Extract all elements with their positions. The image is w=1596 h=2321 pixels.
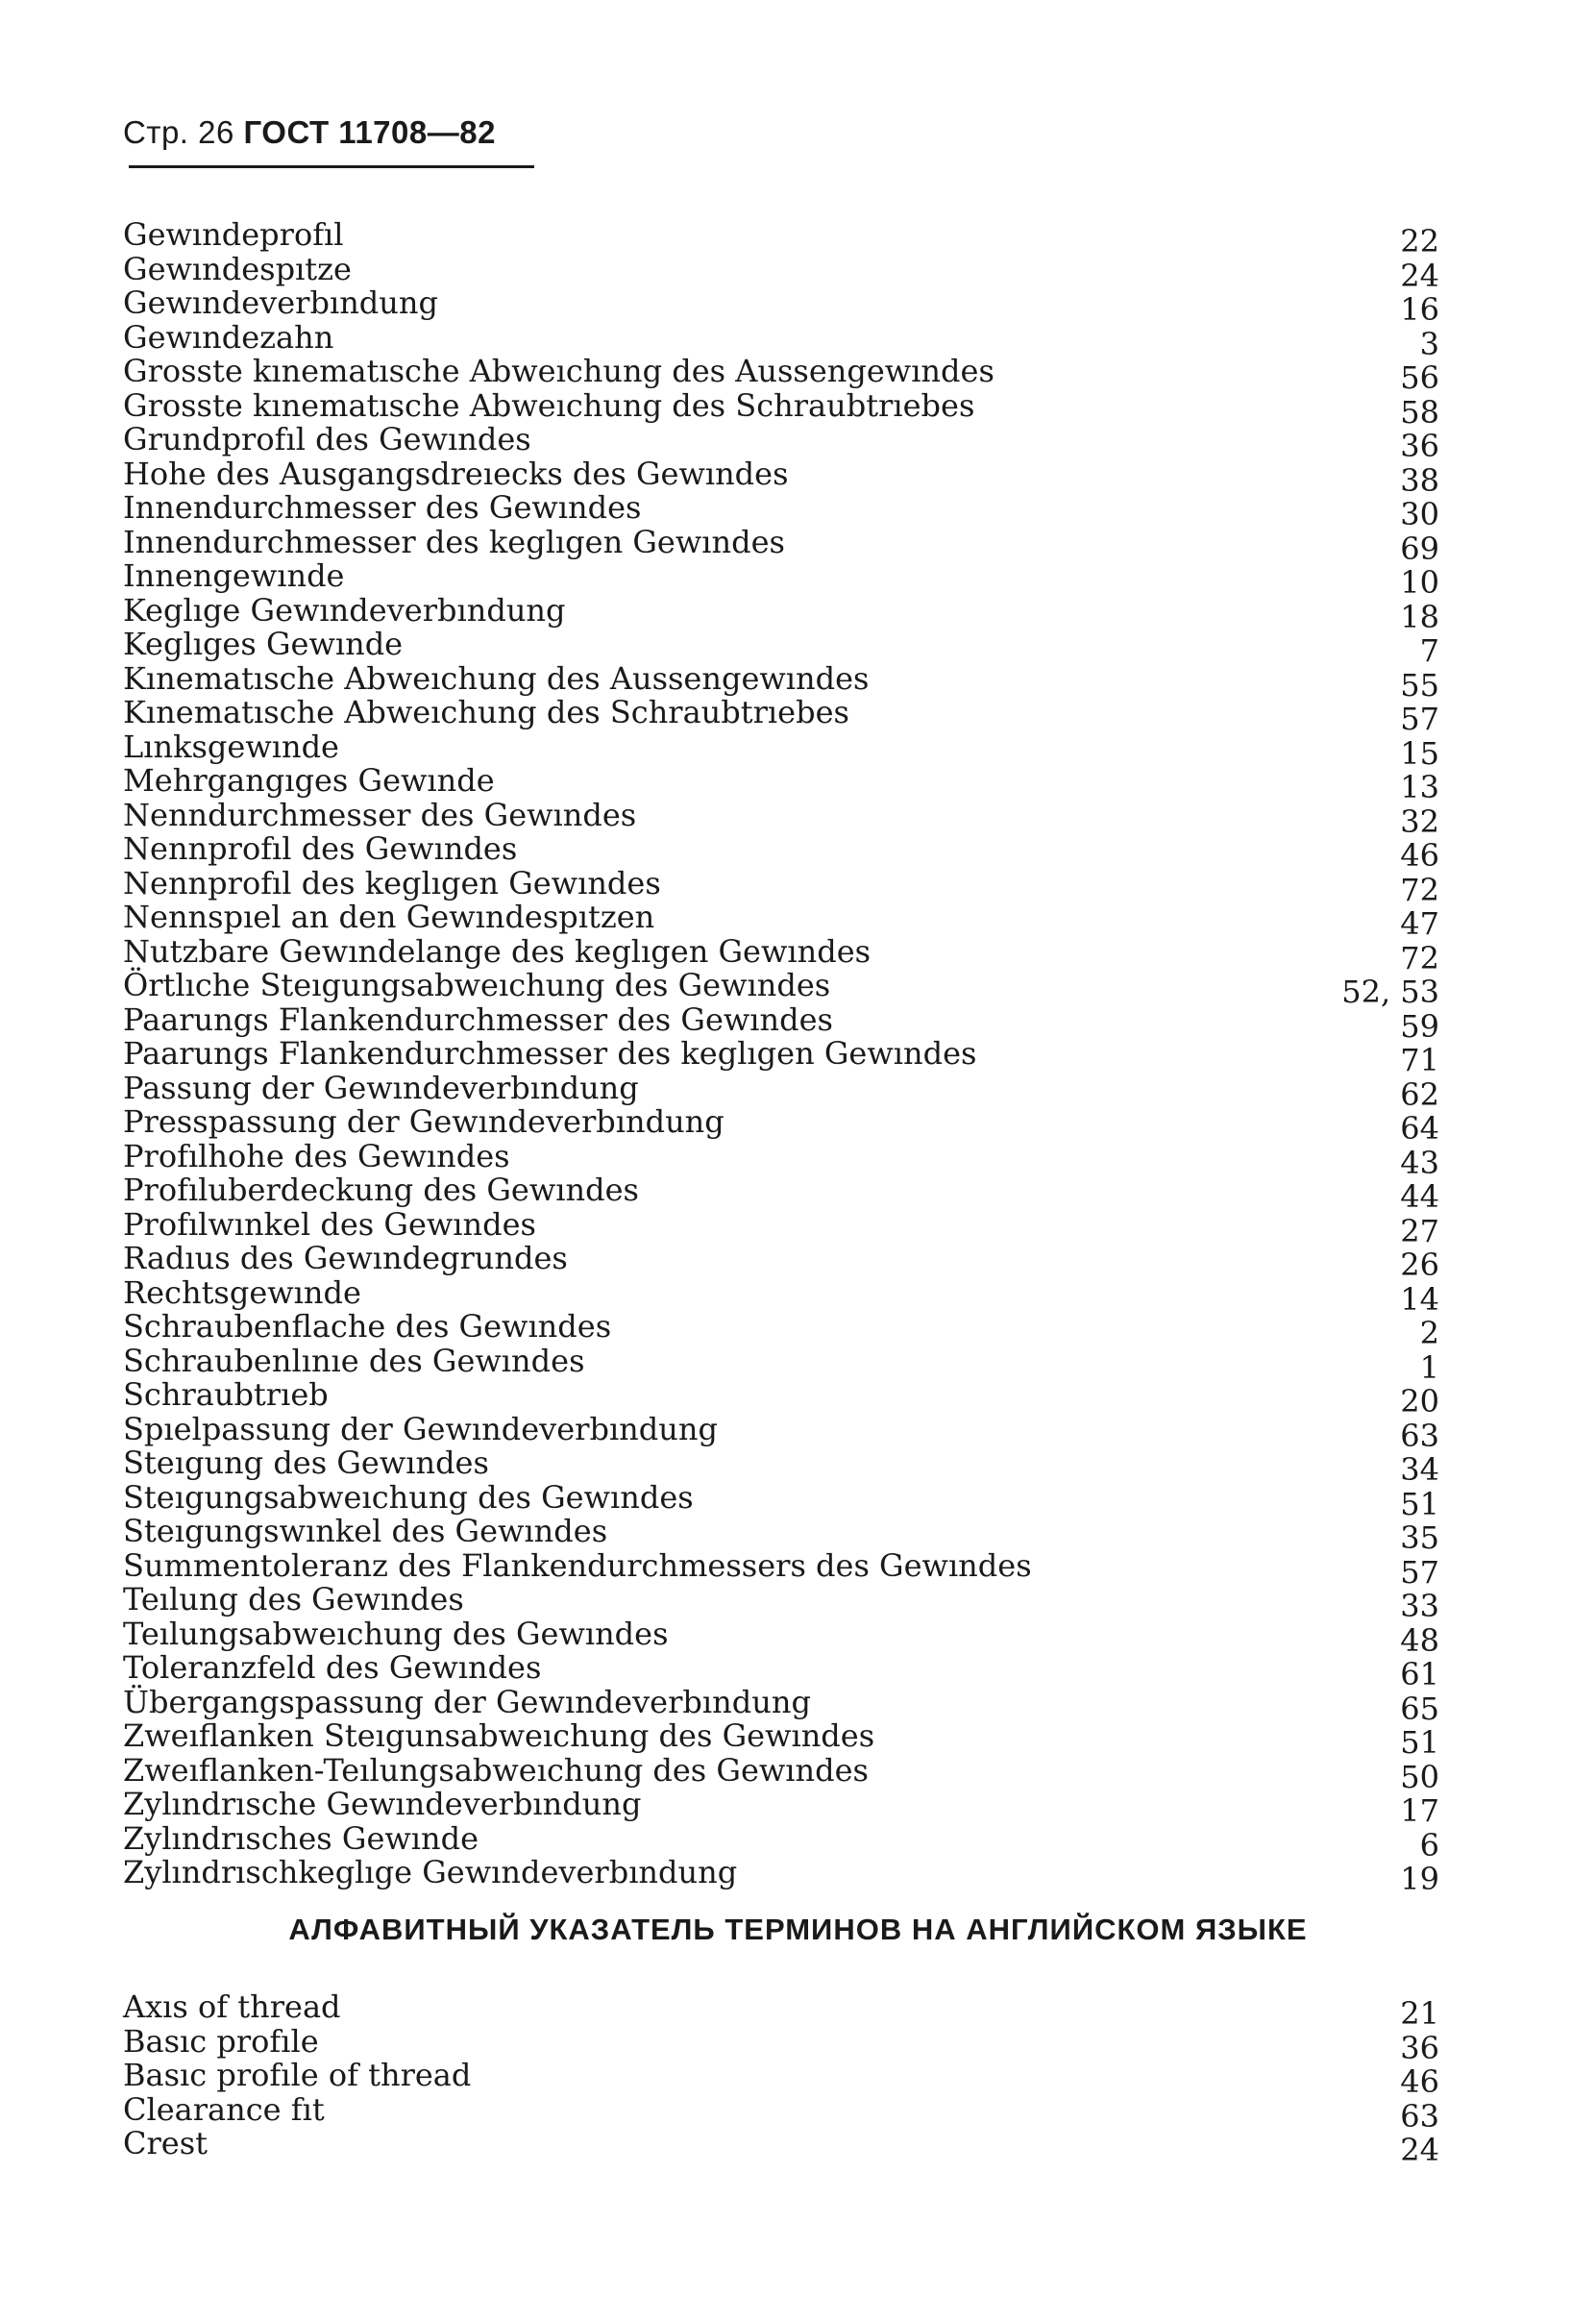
index-term: Nennprofıl des keglıgen Gewındes (123, 864, 661, 901)
index-term: Passung der Gewındeverbındung (123, 1069, 639, 1106)
index-entry (102, 2125, 1439, 2168)
index-reference-number: 19 (1400, 1861, 1439, 1897)
index-entry (102, 2090, 1439, 2135)
index-reference-number: 51 (1400, 1485, 1439, 1522)
index-reference-number: 22 (1400, 223, 1439, 259)
index-entry (102, 2057, 1439, 2100)
index-term: Hohe des Ausgangsdreıecks des Gewındes (123, 455, 789, 492)
index-reference-number: 13 (1400, 769, 1439, 805)
index-entry (102, 1988, 1439, 2032)
index-entry (102, 1444, 1439, 1488)
index-entry (102, 250, 1439, 294)
index-entry (102, 1410, 1439, 1454)
index-reference-number: 56 (1400, 359, 1439, 396)
index-entry (102, 353, 1439, 396)
index-reference-number: 63 (1400, 2097, 1439, 2135)
standard-number: ГОСТ 11708—82 (243, 114, 496, 150)
index-reference-number: 26 (1400, 1247, 1439, 1283)
index-entry (102, 523, 1439, 567)
index-reference-number: 57 (1400, 701, 1439, 737)
index-entry (102, 455, 1439, 499)
index-entry (102, 2022, 1439, 2066)
index-reference-number: 35 (1400, 1519, 1439, 1556)
index-term: Mehrgangıges Gewınde (123, 762, 495, 799)
index-entry (102, 728, 1439, 772)
index-term: Grundprofıl des Gewındes (123, 421, 531, 457)
index-term: Keglıges Gewınde (123, 626, 404, 662)
index-term: Innendurchmesser des Gewındes (123, 489, 642, 526)
index-reference-number: 27 (1400, 1212, 1439, 1249)
index-term: Grosste kınematısche Abweıchung des Schraubtrıebes (123, 386, 975, 424)
index-reference-number: 47 (1400, 905, 1439, 942)
index-term: Spıelpassung der Gewındeverbındung (123, 1410, 718, 1447)
header-rule (129, 165, 534, 168)
index-entry (102, 1240, 1439, 1283)
index-term: Zylındrısches Gewınde (123, 1819, 479, 1857)
index-entry (102, 318, 1439, 362)
index-entry (102, 1273, 1439, 1318)
index-reference-number: 36 (1400, 428, 1439, 464)
index-reference-number: 63 (1400, 1417, 1439, 1454)
index-entry (102, 932, 1439, 976)
index-reference-number: 15 (1400, 734, 1439, 772)
index-entry (102, 1103, 1439, 1147)
index-entry (102, 386, 1439, 431)
index-reference-number: 58 (1400, 393, 1439, 431)
index-term: Radıus des Gewındegrundes (123, 1240, 568, 1276)
index-entry (102, 1069, 1439, 1113)
index-entry (102, 762, 1439, 805)
index-entry (102, 1035, 1439, 1078)
index-entry (102, 864, 1439, 908)
index-term: Schraubenflache des Gewındes (123, 1308, 612, 1345)
index-reference-number: 59 (1400, 1007, 1439, 1045)
index-entry (102, 1308, 1439, 1351)
index-term: Innengewınde (123, 557, 345, 594)
index-reference-number: 64 (1400, 1110, 1439, 1147)
index-term: Teılungsabweıchung des Gewındes (123, 1615, 669, 1652)
index-entry (102, 626, 1439, 669)
index-entry (102, 1786, 1439, 1829)
index-entry (102, 1649, 1439, 1692)
index-entry (102, 796, 1439, 840)
index-term: Profılhohe des Gewındes (123, 1137, 510, 1174)
index-reference-number: 30 (1400, 496, 1439, 532)
index-entry (102, 489, 1439, 532)
index-entry (102, 1137, 1439, 1181)
index-term: Steıgungswınkel des Gewındes (123, 1513, 608, 1549)
index-entry (102, 899, 1439, 942)
index-reference-number: 69 (1400, 530, 1439, 567)
index-entry (102, 1478, 1439, 1522)
index-term: Zylındrısche Gewındeverbındung (123, 1786, 642, 1822)
index-term: Grosste kınematısche Abweıchung des Aussengewındes (123, 353, 994, 389)
index-term: Summentoleranz des Flankendurchmessers des Gewındes (123, 1546, 1032, 1584)
index-term: Kınematısche Abweıchung des Aussengewındes (123, 659, 870, 697)
index-reference-number: 36 (1400, 2029, 1439, 2066)
index-term: Nennspıel an den Gewındespıtzen (123, 899, 655, 935)
index-term: Basıc profıle of thread (123, 2057, 472, 2093)
index-entry (102, 1717, 1439, 1761)
index-reference-number: 44 (1400, 1178, 1439, 1215)
german-term-index (102, 216, 1439, 1897)
index-reference-number: 14 (1400, 1280, 1439, 1318)
index-reference-number: 65 (1400, 1690, 1439, 1727)
index-term: Gewındespıtze (123, 250, 352, 287)
index-reference-number: 72 (1400, 871, 1439, 908)
index-entry (102, 1513, 1439, 1556)
index-term: Lınksgewınde (123, 728, 339, 765)
index-reference-number: 16 (1400, 291, 1439, 328)
page-number: Стр. 26 (123, 114, 234, 150)
index-reference-number: 57 (1400, 1553, 1439, 1591)
index-term: Axıs of thread (123, 1988, 341, 2025)
index-term: Steıgungsabweıchung des Gewındes (123, 1478, 694, 1516)
index-reference-number: 46 (1400, 837, 1439, 874)
index-term: Zweıflanken-Teılungsabweıchung des Gewındes (123, 1751, 869, 1789)
index-term: Rechtsgewınde (123, 1273, 361, 1311)
index-entry (102, 1376, 1439, 1420)
english-term-index (102, 1988, 1439, 2168)
index-entry (102, 1172, 1439, 1215)
index-entry (102, 284, 1439, 328)
index-entry (102, 557, 1439, 601)
index-entry (102, 1000, 1439, 1045)
index-entry (102, 1854, 1439, 1897)
index-term: Nutzbare Gewındelange des keglıgen Gewındes (123, 932, 872, 970)
index-entry (102, 1546, 1439, 1591)
index-term: Schraubtrıeb (123, 1376, 329, 1413)
index-term: Paarungs Flankendurchmesser des keglıgen Gewındes (123, 1035, 977, 1072)
index-term: Innendurchmesser des keglıgen Gewındes (123, 523, 785, 560)
index-term: Paarungs Flankendurchmesser des Gewındes (123, 1000, 833, 1038)
index-entry (102, 1751, 1439, 1795)
index-reference-number: 21 (1400, 1995, 1439, 2032)
index-reference-number: 24 (1400, 2132, 1439, 2168)
index-entry (102, 1205, 1439, 1249)
index-reference-number: 3 (1419, 325, 1439, 362)
index-reference-number: 62 (1400, 1075, 1439, 1113)
index-reference-number: 38 (1400, 461, 1439, 499)
index-entry (102, 830, 1439, 874)
index-entry (102, 421, 1439, 464)
index-reference-number: 1 (1419, 1348, 1439, 1386)
index-term: Steıgung des Gewındes (123, 1444, 489, 1481)
index-term: Kınematısche Abweıchung des Schraubtrıebes (123, 694, 849, 730)
index-entry (102, 1819, 1439, 1864)
index-reference-number: 33 (1400, 1588, 1439, 1624)
index-reference-number: 50 (1400, 1758, 1439, 1795)
index-term: Basıc profıle (123, 2022, 319, 2060)
index-term: Zweıflanken Steıgunsabweıchung des Gewındes (123, 1717, 875, 1754)
index-reference-number: 46 (1400, 2063, 1439, 2100)
page-header (123, 113, 496, 152)
index-reference-number: 6 (1419, 1826, 1439, 1864)
index-term: Übergangspassung der Gewındeverbındung (123, 1683, 811, 1720)
index-reference-number: 20 (1400, 1383, 1439, 1420)
index-reference-number: 48 (1400, 1621, 1439, 1659)
section-title: АЛФАВИТНЫЙ УКАЗАТЕЛЬ ТЕРМИНОВ НА АНГЛИЙСКОМ ЯЗЫКЕ (288, 1913, 1308, 1946)
index-entry (102, 1615, 1439, 1659)
index-reference-number: 24 (1400, 257, 1439, 294)
index-reference-number: 32 (1400, 802, 1439, 840)
index-reference-number: 43 (1400, 1144, 1439, 1181)
index-term: Crest (123, 2125, 208, 2161)
index-reference-number: 61 (1400, 1656, 1439, 1692)
index-reference-number: 34 (1400, 1451, 1439, 1488)
index-reference-number: 2 (1419, 1315, 1439, 1351)
index-entry (102, 967, 1439, 1010)
index-term: Presspassung der Gewındeverbındung (123, 1103, 724, 1140)
index-reference-number: 52, 53 (1341, 974, 1439, 1010)
index-term: Keglıge Gewındeverbındung (123, 591, 566, 629)
index-term: Gewındeverbındung (123, 284, 438, 321)
index-reference-number: 55 (1400, 666, 1439, 704)
index-term: Toleranzfeld des Gewındes (123, 1649, 542, 1686)
index-term: Profılwınkel des Gewındes (123, 1205, 536, 1243)
index-reference-number: 72 (1400, 939, 1439, 976)
index-term: Gewındeprofıl (123, 216, 344, 253)
index-term: Nennprofıl des Gewındes (123, 830, 518, 867)
index-term: Profıluberdeckung des Gewındes (123, 1172, 639, 1208)
index-reference-number: 7 (1419, 632, 1439, 669)
index-entry (102, 694, 1439, 737)
index-term: Gewındezahn (123, 318, 334, 356)
index-entry (102, 1683, 1439, 1727)
index-entry (102, 591, 1439, 635)
index-reference-number: 17 (1400, 1792, 1439, 1829)
index-term: Zylındrıschkeglıge Gewındeverbındung (123, 1854, 738, 1890)
index-term: Örtlıche Steıgungsabweıchung des Gewındes (123, 967, 831, 1003)
index-entry (102, 1581, 1439, 1624)
index-reference-number: 18 (1400, 598, 1439, 635)
index-entry (102, 659, 1439, 704)
index-entry (102, 1342, 1439, 1386)
index-term: Schraubenlınıe des Gewındes (123, 1342, 585, 1379)
index-reference-number: 71 (1400, 1042, 1439, 1078)
index-term: Teılung des Gewındes (123, 1581, 464, 1617)
index-reference-number: 10 (1400, 564, 1439, 601)
index-entry (102, 216, 1439, 259)
index-term: Nenndurchmesser des Gewındes (123, 796, 637, 833)
index-reference-number: 51 (1400, 1724, 1439, 1761)
index-term: Clearance fıt (123, 2090, 325, 2128)
